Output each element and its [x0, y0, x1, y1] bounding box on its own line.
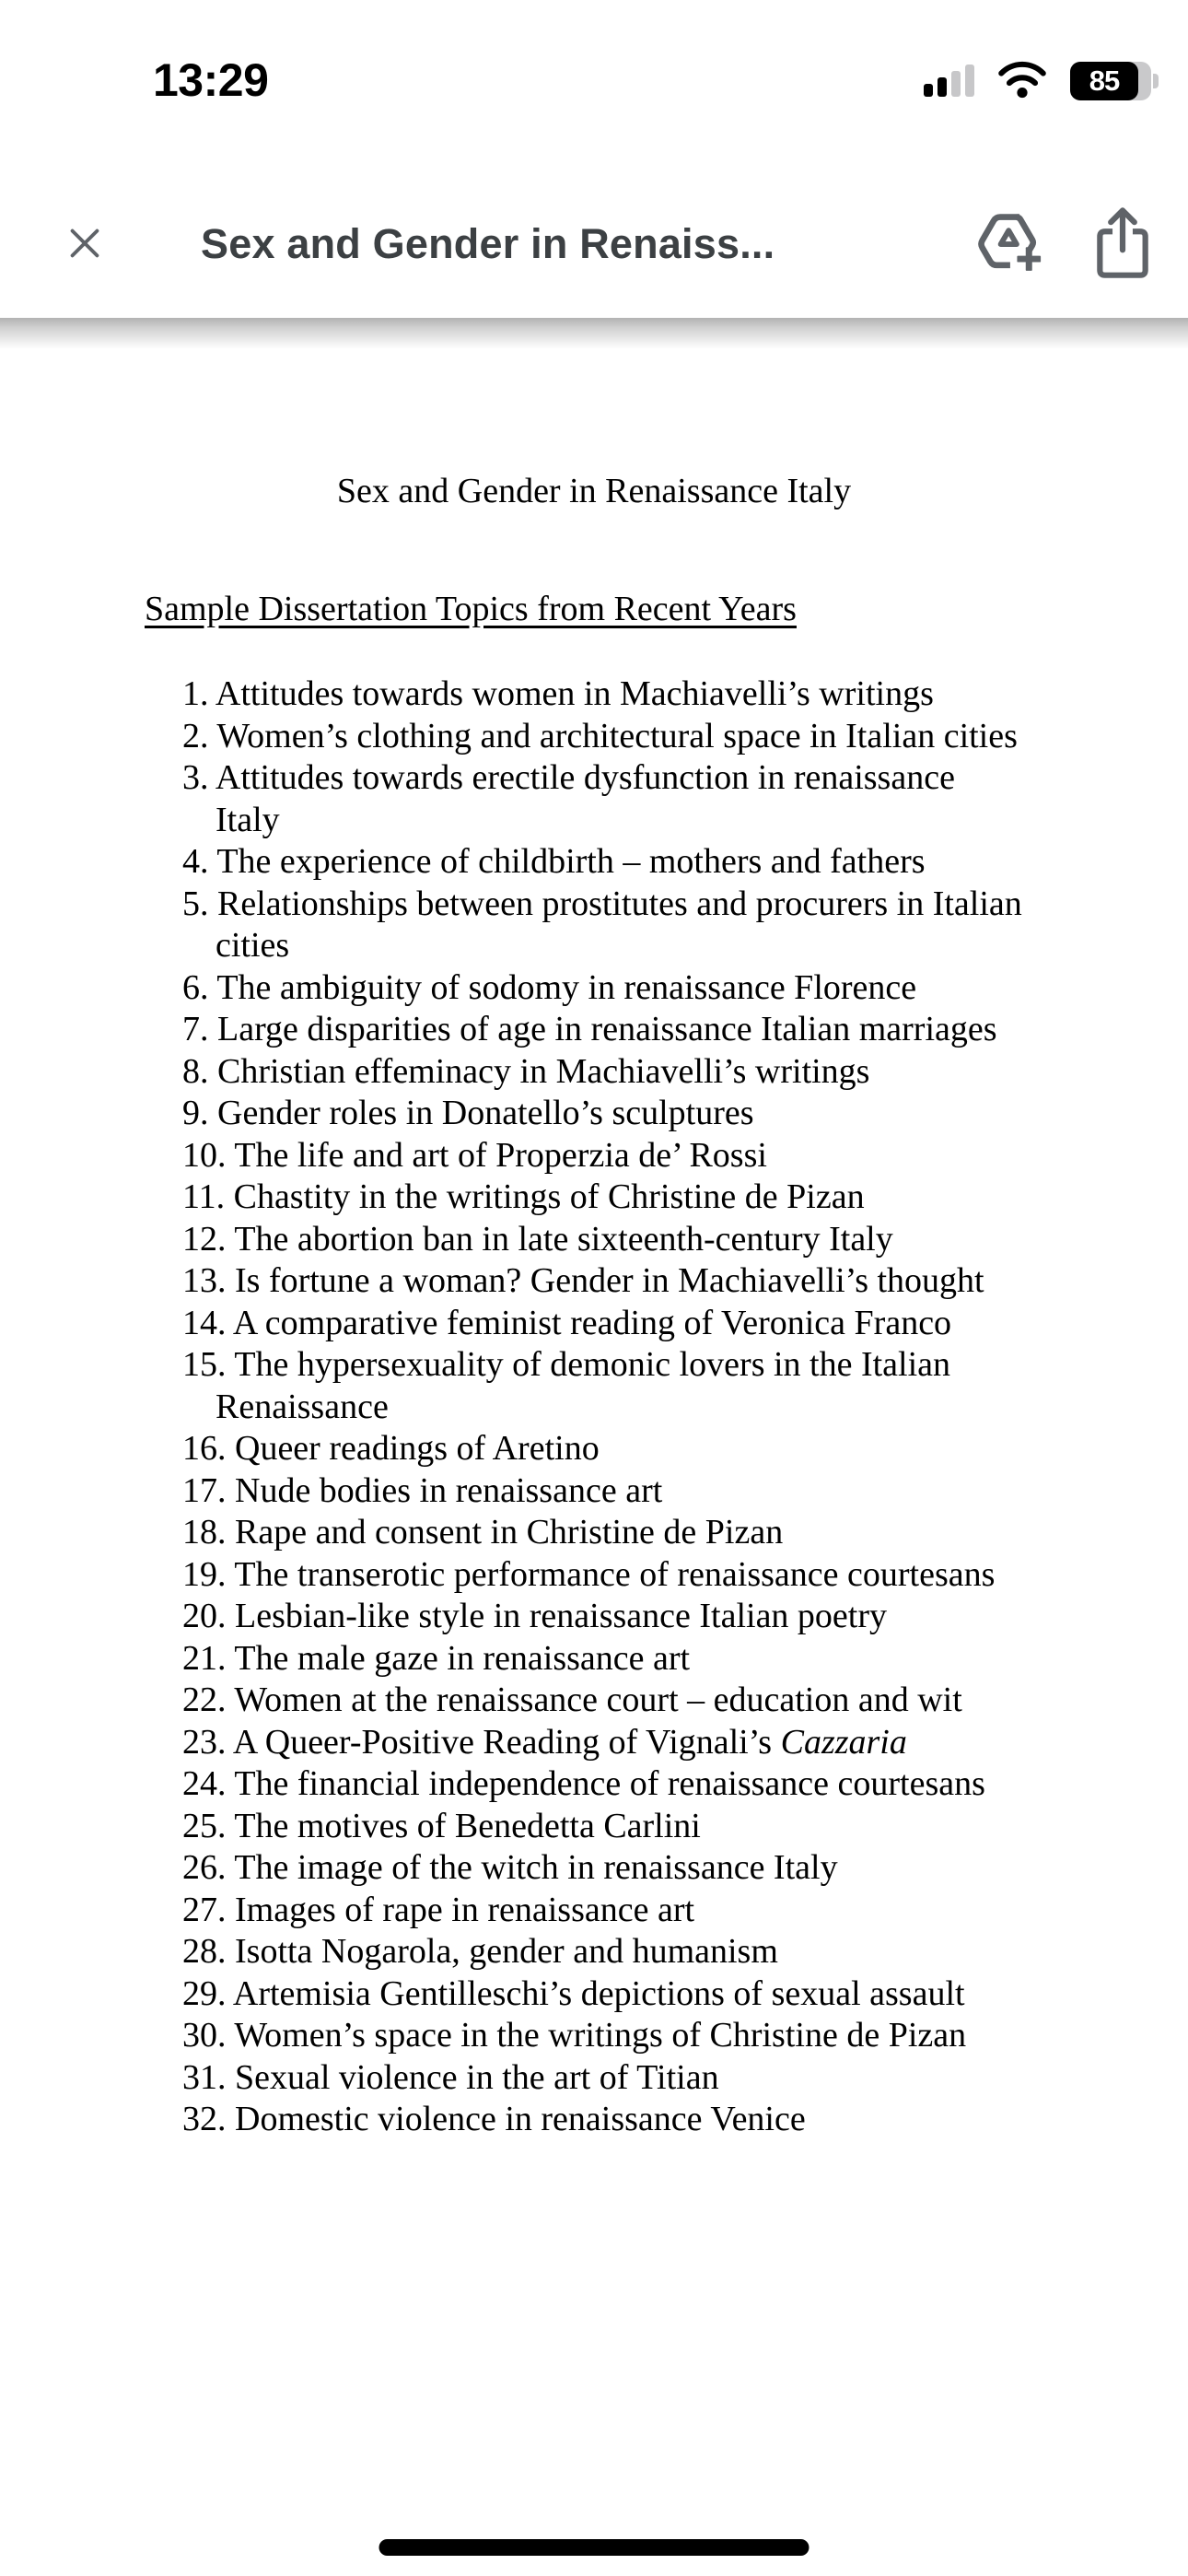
topic-number: 5. [182, 884, 217, 923]
topic-item [182, 1303, 1136, 1345]
topic-text: A comparative feminist reading of Veronica Franco [232, 1303, 952, 1342]
battery-percent: 85 [1070, 62, 1138, 100]
topic-text: Rape and consent in Christine de Pizan [235, 1513, 784, 1551]
topic-number: 28. [182, 1932, 235, 1971]
document-viewer-header [0, 184, 1188, 304]
topic-text: Lesbian-like style in renaissance Italian poetry [235, 1597, 888, 1635]
topic-text: Gender roles in Donatello’s sculptures [217, 1094, 754, 1132]
topic-item [182, 1219, 1136, 1261]
topic-number: 17. [182, 1470, 235, 1510]
topic-text: Domestic violence in renaissance Venice [235, 2100, 806, 2138]
topic-text: The male gaze in renaissance art [234, 1638, 691, 1678]
topic-number: 32. [182, 2100, 235, 2138]
add-to-drive-icon [969, 203, 1050, 287]
topic-item [182, 2099, 1136, 2141]
share-icon [1089, 205, 1157, 285]
topic-number: 13. [182, 1261, 235, 1300]
wifi-icon [996, 60, 1048, 103]
topic-number: 10. [182, 1135, 235, 1175]
topic-text: Christian effeminacy in Machiavelli’s writings [217, 1051, 870, 1091]
topic-item [182, 1135, 1136, 1177]
topic-text: The financial independence of renaissance courtesans [234, 1764, 985, 1803]
home-indicator[interactable] [379, 2539, 809, 2556]
topic-item [182, 673, 1136, 716]
topic-number: 30. [182, 2016, 235, 2055]
close-icon [64, 222, 106, 267]
close-button[interactable] [57, 217, 112, 272]
topic-text: The abortion ban in late sixteenth-century Italy [234, 1219, 893, 1259]
topic-text: Relationships between prostitutes and procurers in Italian [217, 884, 1022, 923]
topic-item [182, 716, 1136, 758]
document-heading: Sample Dissertation Topics from Recent Years [145, 590, 797, 628]
topic-text: The motives of Benedetta Carlini [234, 1806, 701, 1845]
topic-text: cities [215, 926, 290, 965]
topic-text: Women at the renaissance court – education and wit [234, 1680, 962, 1719]
topic-number: 15. [182, 1345, 235, 1384]
topic-number: 9. [182, 1094, 217, 1132]
topic-text: Women’s space in the writings of Christine de Pizan [234, 2016, 967, 2055]
document-title-header: Sex and Gender in Renaiss... [201, 220, 775, 267]
battery-icon [1070, 62, 1159, 100]
status-icons [924, 57, 1159, 105]
topic-item [182, 1847, 1136, 1890]
topic-item [182, 841, 1136, 884]
add-to-drive-button[interactable] [969, 203, 1050, 287]
topic-text: Cazzaria [780, 1722, 907, 1762]
topic-number: 29. [182, 1973, 233, 2013]
topic-number: 14. [182, 1303, 233, 1342]
topic-item [182, 1722, 1136, 1764]
topic-number: 24. [182, 1764, 235, 1803]
topic-text: Large disparities of age in renaissance Italian marriages [217, 1010, 997, 1048]
topic-item [182, 1973, 1136, 2016]
topic-number: 20. [182, 1597, 235, 1635]
topic-number: 18. [182, 1513, 235, 1551]
topic-item [182, 967, 1136, 1010]
header-shadow-divider [0, 318, 1188, 349]
topic-text: Chastity in the writings of Christine de Pizan [233, 1177, 865, 1216]
topic-item [182, 1093, 1136, 1135]
topic-number: 12. [182, 1219, 235, 1259]
topic-number: 1. [182, 674, 215, 713]
topic-item [182, 1638, 1136, 1680]
topic-number: 11. [182, 1177, 234, 1216]
topic-number: 2. [182, 716, 217, 755]
topic-item [182, 1763, 1136, 1806]
header-actions [969, 203, 1157, 287]
topic-item [182, 1344, 1136, 1428]
topic-text: Isotta Nogarola, gender and humanism [235, 1932, 778, 1971]
topic-item [182, 1428, 1136, 1470]
topic-text: Attitudes towards women in Machiavelli’s writings [215, 674, 934, 713]
document-page[interactable] [0, 349, 1188, 2505]
topic-text: A Queer-Positive Reading of Vignali’s [232, 1722, 781, 1762]
topic-text: Artemisia Gentilleschi’s depictions of sexual assault [232, 1973, 965, 2013]
topic-item [182, 1051, 1136, 1094]
topic-text: Images of rape in renaissance art [235, 1890, 695, 1929]
topic-text: Queer readings of Aretino [235, 1429, 600, 1468]
topic-item [182, 1596, 1136, 1638]
topic-item [182, 1680, 1136, 1722]
share-button[interactable] [1089, 205, 1157, 285]
topic-number: 31. [182, 2057, 235, 2097]
topic-item [182, 1931, 1136, 1973]
topic-item [182, 884, 1136, 967]
topic-item [182, 757, 1136, 841]
topic-item [182, 2057, 1136, 2100]
topic-text: Nude bodies in renaissance art [235, 1470, 663, 1510]
topic-item [182, 1470, 1136, 1513]
topic-item [182, 1009, 1136, 1051]
status-time: 13:29 [153, 54, 269, 106]
topic-number: 16. [182, 1429, 235, 1468]
topic-number: 7. [182, 1010, 217, 1048]
topic-number: 25. [182, 1806, 235, 1845]
topic-number: 22. [182, 1680, 235, 1719]
topic-text: Attitudes towards erectile dysfunction in renaissance [215, 758, 955, 797]
topic-text: The hypersexuality of demonic lovers in the Italian [234, 1345, 951, 1384]
topic-item [182, 2015, 1136, 2057]
topic-number: 19. [182, 1554, 235, 1594]
topic-text: The life and art of Properzia de’ Rossi [234, 1135, 767, 1175]
topic-number: 23. [182, 1722, 233, 1762]
topic-text: Is fortune a woman? Gender in Machiavelli’s thought [235, 1261, 984, 1300]
topic-item [182, 1512, 1136, 1554]
topic-number: 8. [182, 1051, 217, 1091]
topic-number: 4. [182, 842, 217, 881]
topic-text: Women’s clothing and architectural space in Italian cities [216, 716, 1018, 755]
topic-text: Sexual violence in the art of Titian [235, 2057, 719, 2097]
topic-number: 26. [182, 1848, 235, 1887]
topic-number: 27. [182, 1890, 235, 1929]
topic-item [182, 1260, 1136, 1303]
topic-item [182, 1177, 1136, 1219]
topic-number: 21. [182, 1638, 235, 1678]
document-title: Sex and Gender in Renaissance Italy [336, 472, 852, 510]
topic-item [182, 1890, 1136, 1932]
topics-list [182, 673, 1136, 2141]
topic-text: The transerotic performance of renaissance courtesans [234, 1554, 996, 1594]
topic-number: 6. [182, 967, 217, 1007]
topic-number: 3. [182, 758, 215, 797]
topic-item [182, 1806, 1136, 1848]
cellular-signal-icon [924, 64, 974, 99]
topic-text: Renaissance [215, 1387, 389, 1426]
topic-text: The ambiguity of sodomy in renaissance Florence [216, 967, 917, 1007]
topic-text: The image of the witch in renaissance Italy [234, 1848, 838, 1887]
topic-text: Italy [215, 800, 280, 839]
status-bar [0, 0, 1188, 147]
topic-text: The experience of childbirth – mothers and fathers [216, 842, 926, 881]
topic-item [182, 1554, 1136, 1597]
